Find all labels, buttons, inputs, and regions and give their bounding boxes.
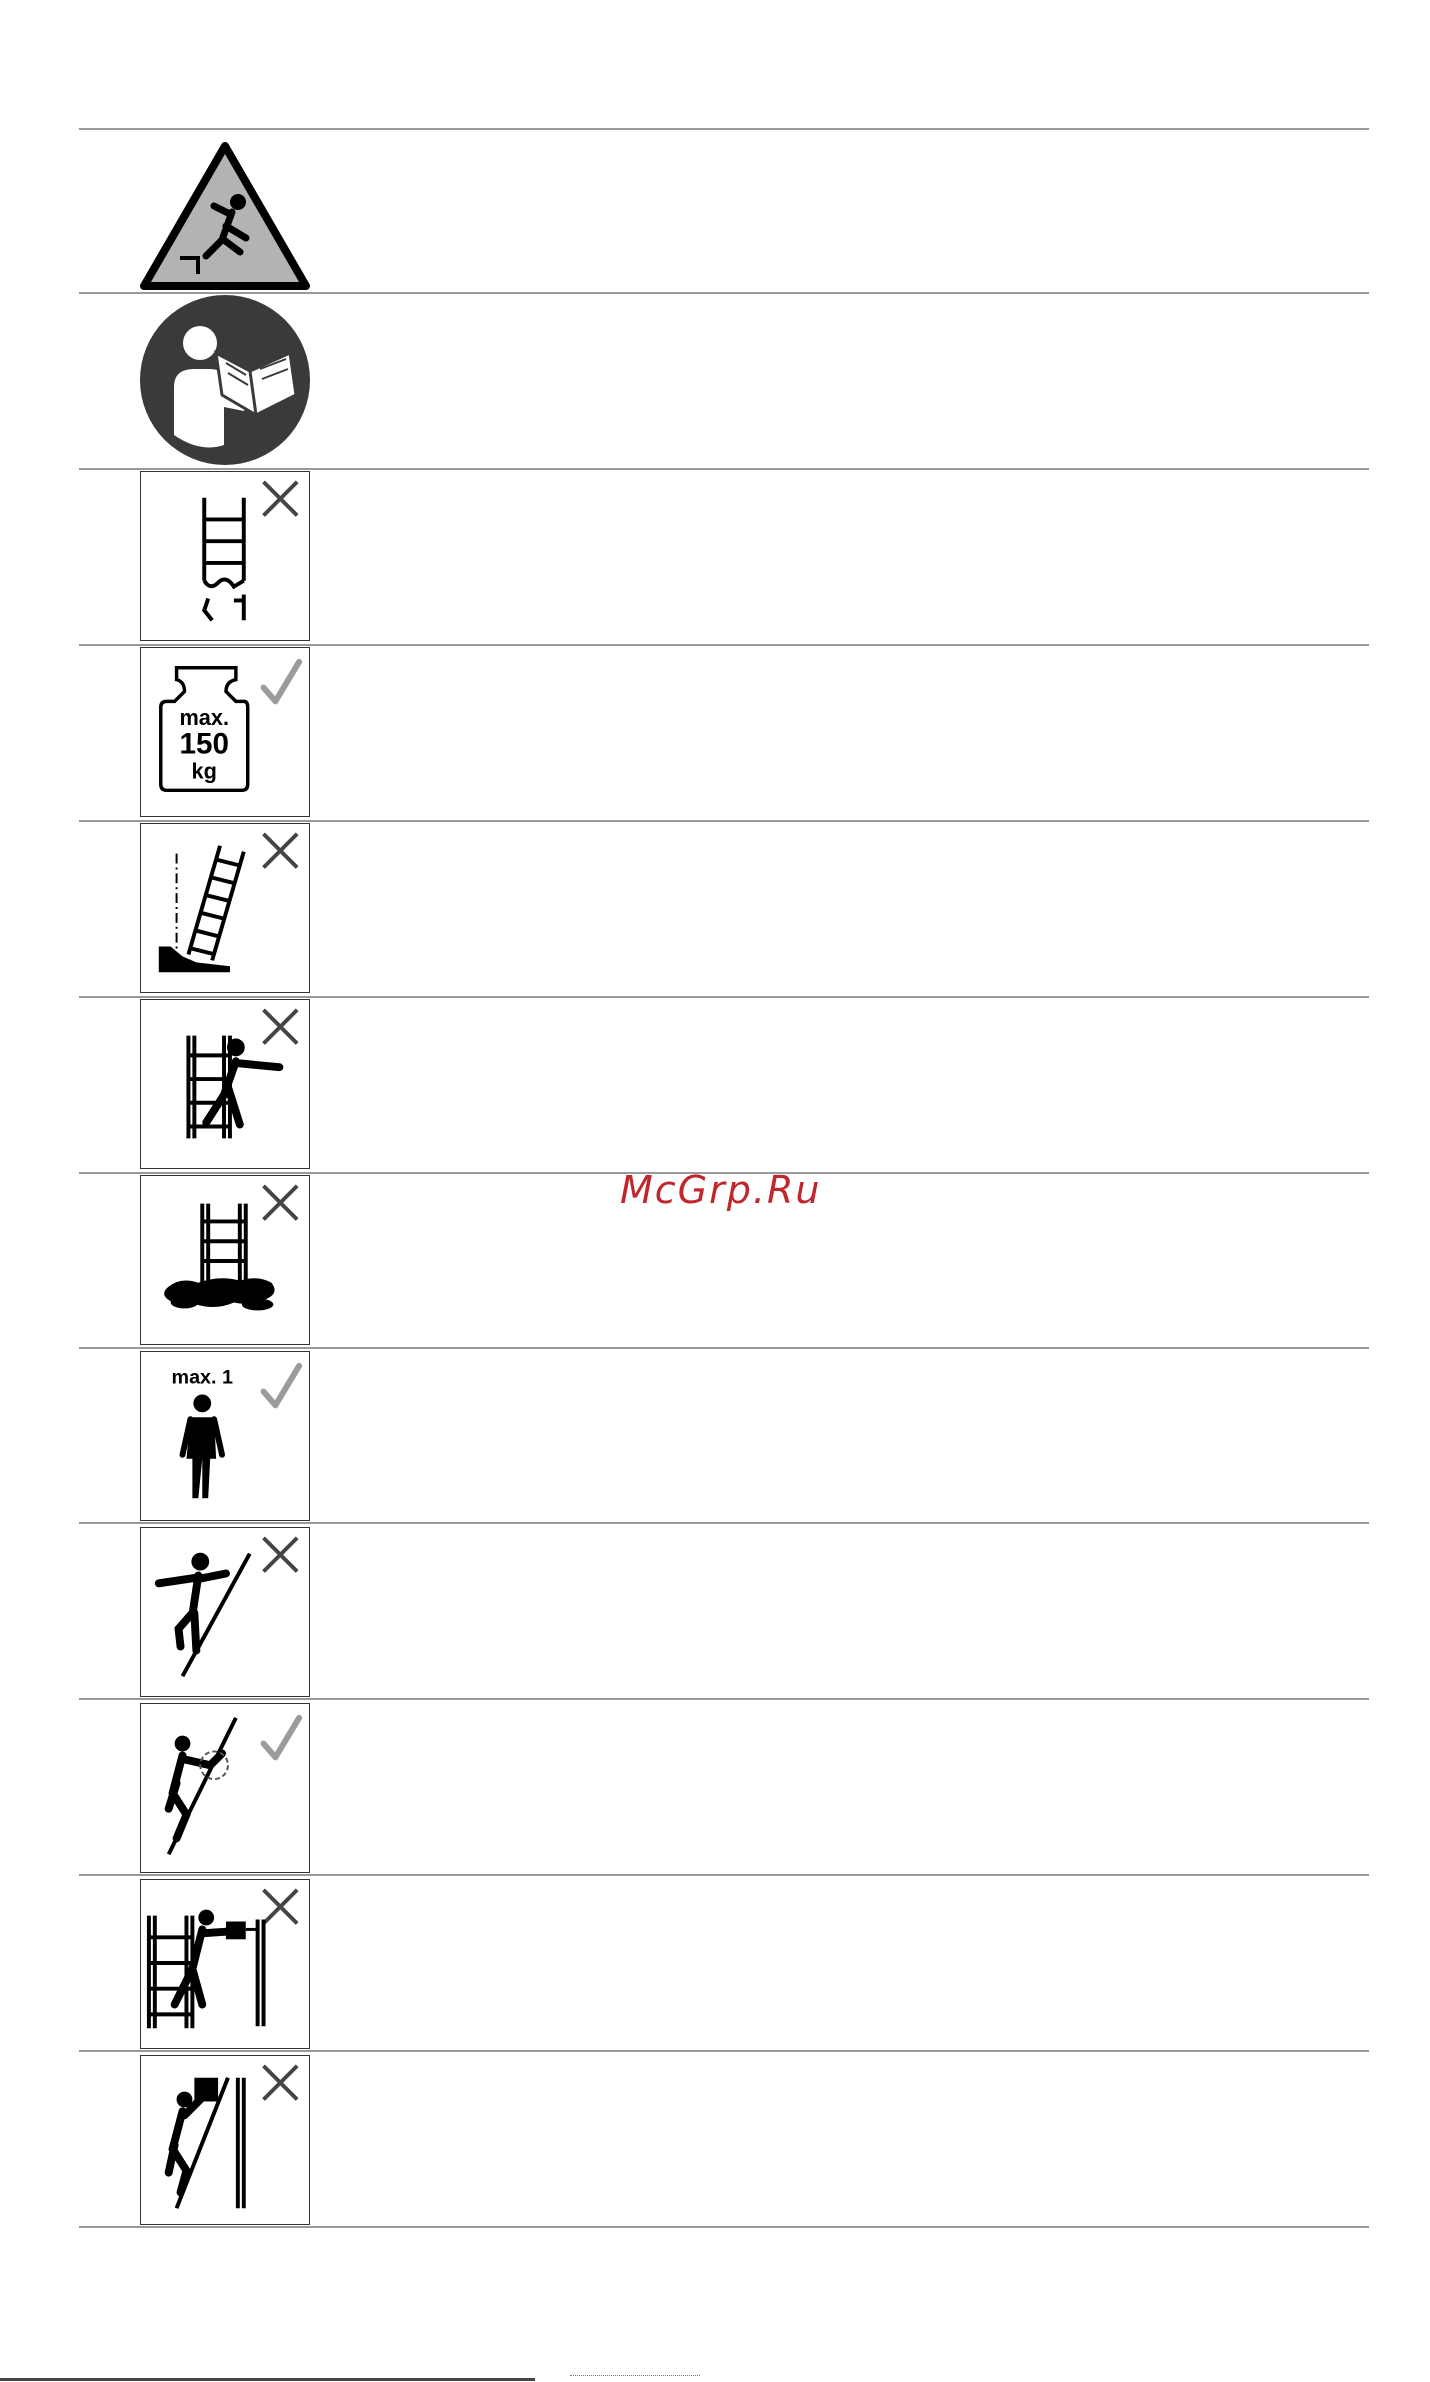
max-load-icon	[140, 647, 310, 817]
unstable-surface-icon	[140, 1175, 310, 1345]
row-divider	[79, 1522, 1369, 1524]
row-divider	[79, 468, 1369, 470]
row-divider	[79, 820, 1369, 822]
row-divider	[79, 1874, 1369, 1876]
max-persons-icon	[140, 1351, 310, 1521]
max-load-label: max.	[179, 705, 230, 731]
bottom-edge-strip	[0, 2378, 535, 2381]
max-load-unit: kg	[191, 758, 217, 784]
uneven-ground-ladder-icon	[140, 823, 310, 993]
damaged-ladder-icon	[140, 471, 310, 641]
bottom-edge-marks	[570, 2375, 700, 2379]
wrong-climbing-icon	[140, 1527, 310, 1697]
overreaching-icon	[140, 999, 310, 1169]
row-divider	[79, 644, 1369, 646]
max-persons-label: max. 1	[171, 1366, 234, 1389]
row-divider	[79, 2226, 1369, 2228]
read-manual-icon	[140, 295, 310, 465]
row-divider	[79, 1698, 1369, 1700]
watermark: McGrp.Ru	[620, 1168, 822, 1212]
row-divider	[79, 1347, 1369, 1349]
correct-climbing-icon	[140, 1703, 310, 1873]
row-divider	[79, 128, 1369, 130]
max-load-value: 150	[179, 727, 229, 761]
fall-hazard-warning-icon	[140, 140, 310, 290]
carrying-loads-icon	[140, 2055, 310, 2225]
row-divider	[79, 996, 1369, 998]
row-divider	[79, 2050, 1369, 2052]
row-divider	[79, 292, 1369, 294]
heavy-tool-work-icon	[140, 1879, 310, 2049]
